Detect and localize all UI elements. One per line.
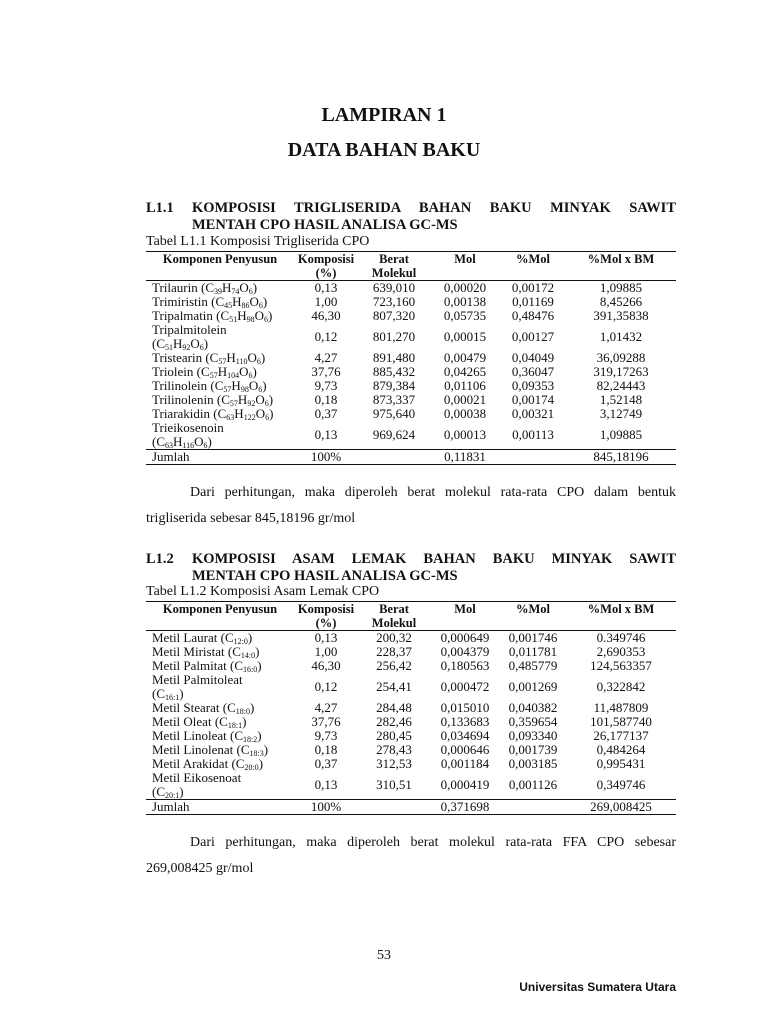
- component-cell: Metil Laurat $(C_{12:0})$: [152, 630, 253, 646]
- value-cell: 0,13: [314, 630, 338, 645]
- formula-subscript: 51: [229, 315, 238, 324]
- component-cell: Metil Linolenat $(C_{18:3})$: [152, 742, 269, 758]
- value-cell: 36,09288: [596, 350, 646, 365]
- formula-subscript: 63: [226, 413, 235, 422]
- value-cell: 101,587740: [590, 714, 652, 729]
- column-header: Komponen Penyusun: [146, 252, 294, 281]
- value-cell: 0,48476: [511, 308, 555, 323]
- component-cell: Tripalmitolein $(C_{51}H_{92}O_6)$: [152, 322, 227, 352]
- value-cell: 254,41: [376, 679, 412, 694]
- value-cell: 0,00015: [443, 329, 487, 344]
- component-cell: Trilinolein $(C_{57}H_{98}O_6)$: [152, 378, 267, 394]
- table-row: [146, 421, 676, 450]
- value-cell: 0,359654: [508, 714, 558, 729]
- column-header: Berat Molekul: [358, 602, 430, 631]
- column-header: %Mol x BM: [566, 252, 676, 281]
- value-cell: 0,37: [314, 756, 338, 771]
- value-cell: 0,05735: [443, 308, 487, 323]
- formula-subscript: 6: [203, 441, 208, 450]
- total-value: [500, 450, 566, 465]
- value-cell: 0,00038: [443, 406, 487, 421]
- component-cell: Triolein $(C_{57}H_{104}O_6)$: [152, 364, 257, 380]
- table-row: [146, 393, 676, 407]
- value-cell: 0,133683: [440, 714, 490, 729]
- value-cell: 0,349746: [596, 777, 646, 792]
- value-cell: 0,000472: [440, 679, 490, 694]
- value-cell: 0,00174: [511, 392, 555, 407]
- paragraph-line: trigliserida sebesar 845,18196 gr/mol: [146, 511, 356, 526]
- table-header-row: [146, 252, 676, 281]
- formula-subscript: 57: [209, 371, 218, 380]
- total-value: 100%: [294, 800, 358, 815]
- component-cell: Metil Miristat $(C_{14:0})$: [152, 644, 260, 660]
- section-heading-line1: KOMPOSISI ASAM LEMAK BAHAN BAKU MINYAK SAWIT: [192, 551, 676, 567]
- value-cell: 37,76: [311, 714, 341, 729]
- value-cell: 0,001739: [508, 742, 558, 757]
- value-cell: 0,01106: [444, 378, 486, 393]
- formula-subscript: 18:0: [235, 707, 251, 716]
- value-cell: 0,00127: [511, 329, 555, 344]
- formula-subscript: 20:0: [244, 763, 259, 772]
- table-row: [146, 365, 676, 379]
- total-value: 845,18196: [566, 450, 676, 465]
- value-cell: 9,73: [314, 728, 338, 743]
- table-row: [146, 295, 676, 309]
- component-cell: Metil Oleat $(C_{18:1})$: [152, 714, 247, 730]
- total-value: 0,11831: [430, 450, 500, 465]
- table-caption: Tabel L1.2 Komposisi Asam Lemak CPO: [146, 584, 380, 599]
- value-cell: 312,53: [376, 756, 412, 771]
- column-header: Mol: [430, 602, 500, 631]
- value-cell: 0,00013: [443, 427, 487, 442]
- formula-subscript: 6: [256, 357, 261, 366]
- formula-subscript: 57: [218, 357, 227, 366]
- component-cell: Metil Arakidat $(C_{20:0})$: [152, 756, 264, 772]
- value-cell: 8,45266: [599, 294, 643, 309]
- column-header: %Mol: [500, 252, 566, 281]
- formula-subscript: 92: [182, 343, 191, 352]
- formula-subscript: 6: [258, 301, 263, 310]
- formula-subscript: 16:1: [165, 693, 180, 702]
- value-cell: 9,73: [314, 378, 338, 393]
- total-value: [500, 800, 566, 815]
- value-cell: 82,24443: [596, 378, 646, 393]
- value-cell: 282,46: [376, 714, 412, 729]
- value-cell: 0,003185: [508, 756, 558, 771]
- component-cell: Metil Linoleat $(C_{18:2})$: [152, 728, 262, 744]
- value-cell: 26,177137: [593, 728, 649, 743]
- formula-subscript: 57: [223, 385, 232, 394]
- value-cell: 0,034694: [440, 728, 490, 743]
- value-cell: 1,00: [314, 644, 338, 659]
- formula-subscript: 57: [229, 399, 238, 408]
- value-cell: 0.349746: [596, 630, 646, 645]
- page-number: 53: [377, 948, 391, 963]
- value-cell: 0,36047: [511, 364, 555, 379]
- value-cell: 0,13: [314, 777, 338, 792]
- value-cell: 4,27: [314, 700, 338, 715]
- value-cell: 0,011781: [508, 644, 558, 659]
- table-row: [146, 743, 676, 757]
- value-cell: 0,484264: [596, 742, 646, 757]
- formula-subscript: 6: [263, 315, 268, 324]
- value-cell: 801,270: [372, 329, 416, 344]
- paragraph-line: 269,008425 gr/mol: [146, 861, 254, 876]
- formula-subscript: 110: [235, 357, 248, 366]
- value-cell: 0,093340: [508, 728, 558, 743]
- table-row: [146, 757, 676, 771]
- value-cell: 723,160: [372, 294, 416, 309]
- value-cell: 0,04265: [443, 364, 487, 379]
- value-cell: 280,45: [376, 728, 412, 743]
- column-header: Berat Molekul: [358, 252, 430, 281]
- formula-subscript: 98: [240, 385, 249, 394]
- column-header: Komposisi (%): [294, 602, 358, 631]
- formula-subscript: 6: [258, 385, 263, 394]
- formula-subscript: 16:0: [243, 665, 258, 674]
- value-cell: 0,00021: [443, 392, 487, 407]
- appendix-subtitle: DATA BAHAN BAKU: [287, 139, 481, 161]
- value-cell: 37,76: [311, 364, 341, 379]
- triglyceride-table: [146, 251, 676, 465]
- formula-subscript: 12:0: [233, 637, 248, 646]
- value-cell: 0,00172: [511, 280, 555, 295]
- table-caption: Tabel L1.1 Komposisi Trigliserida CPO: [146, 234, 370, 249]
- value-cell: 124,563357: [590, 658, 652, 673]
- value-cell: 891,480: [372, 350, 416, 365]
- value-cell: 319,17263: [593, 364, 649, 379]
- total-row: [146, 450, 676, 465]
- value-cell: 1,09885: [599, 427, 643, 442]
- value-cell: 0,015010: [440, 700, 490, 715]
- section-heading-line2: MENTAH CPO HASIL ANALISA GC-MS: [192, 217, 458, 233]
- formula-subscript: 6: [199, 343, 204, 352]
- value-cell: 0,000649: [440, 630, 490, 645]
- fatty-acid-table: [146, 601, 676, 815]
- value-cell: 885,432: [372, 364, 416, 379]
- appendix-title: LAMPIRAN 1: [321, 104, 447, 126]
- component-cell: Trieikosenoin $(C_{63}H_{116}O_6)$: [152, 420, 224, 450]
- value-cell: 0,04049: [511, 350, 555, 365]
- value-cell: 0,000419: [440, 777, 490, 792]
- component-cell: Metil Palmitat $(C_{16:0})$: [152, 658, 262, 674]
- table-row: [146, 631, 676, 646]
- component-cell: Trimiristin $(C_{45}H_{86}O_6)$: [152, 294, 268, 310]
- component-cell: Trilinolenin $(C_{57}H_{92}O_6)$: [152, 392, 274, 408]
- value-cell: 0,12: [314, 679, 338, 694]
- value-cell: 0,00138: [443, 294, 487, 309]
- table-row: [146, 379, 676, 393]
- formula-subscript: 116: [182, 441, 195, 450]
- value-cell: 0,01169: [512, 294, 554, 309]
- section-number: L1.1: [146, 200, 174, 216]
- paragraph-line: Dari perhitungan, maka diperoleh berat molekul rata-rata FFA CPO sebesar: [190, 835, 676, 850]
- formula-subscript: 18:1: [227, 721, 243, 730]
- formula-subscript: 6: [248, 371, 253, 380]
- formula-subscript: 18:3: [249, 749, 264, 758]
- component-cell: Triarakidin $(C_{63}H_{122}O_6)$: [152, 406, 274, 422]
- table-row: [146, 715, 676, 729]
- value-cell: 873,337: [372, 392, 416, 407]
- component-cell: Metil Stearat $(C_{18:0})$: [152, 700, 255, 716]
- section-heading-line2: MENTAH CPO HASIL ANALISA GC-MS: [192, 568, 458, 584]
- value-cell: 969,624: [372, 427, 416, 442]
- column-header: Mol: [430, 252, 500, 281]
- value-cell: 200,32: [376, 630, 412, 645]
- total-value: [358, 450, 430, 465]
- formula-subscript: 63: [165, 441, 174, 450]
- value-cell: 1,52148: [599, 392, 643, 407]
- table-row: [146, 323, 676, 351]
- value-cell: 807,320: [372, 308, 416, 323]
- value-cell: 2,690353: [596, 644, 646, 659]
- value-cell: 256,42: [376, 658, 412, 673]
- formula-subscript: 74: [231, 287, 240, 296]
- column-header: Komponen Penyusun: [146, 602, 294, 631]
- column-header: %Mol: [500, 602, 566, 631]
- component-cell: Tristearin $(C_{57}H_{110}O_6)$: [152, 350, 266, 366]
- value-cell: 1,01432: [599, 329, 643, 344]
- value-cell: 11,487809: [593, 700, 649, 715]
- table-header-row: [146, 602, 676, 631]
- value-cell: 391,35838: [593, 308, 649, 323]
- formula-subscript: 6: [265, 413, 270, 422]
- value-cell: 879,384: [372, 378, 416, 393]
- formula-subscript: 122: [243, 413, 256, 422]
- total-label: Jumlah: [146, 800, 294, 815]
- value-cell: 0,001184: [440, 756, 490, 771]
- value-cell: 1,00: [314, 294, 338, 309]
- value-cell: 0,322842: [596, 679, 646, 694]
- value-cell: 0,004379: [440, 644, 490, 659]
- value-cell: 228,37: [376, 644, 412, 659]
- footer-university: Universitas Sumatera Utara: [519, 980, 676, 994]
- value-cell: 0,37: [314, 406, 338, 421]
- value-cell: 0,00321: [511, 406, 555, 421]
- formula-subscript: 98: [246, 315, 255, 324]
- value-cell: 0,995431: [596, 756, 646, 771]
- column-header: Komposisi (%): [294, 252, 358, 281]
- table-row: [146, 281, 676, 296]
- value-cell: 0,485779: [508, 658, 558, 673]
- formula-subscript: 86: [241, 301, 250, 310]
- value-cell: 0,001269: [508, 679, 558, 694]
- value-cell: 0,00479: [443, 350, 487, 365]
- value-cell: 0,13: [314, 427, 338, 442]
- table-row: [146, 309, 676, 323]
- column-header: %Mol x BM: [566, 602, 676, 631]
- total-row: [146, 800, 676, 815]
- value-cell: 0,180563: [440, 658, 490, 673]
- value-cell: 46,30: [311, 308, 341, 323]
- value-cell: 4,27: [314, 350, 338, 365]
- component-cell: Metil Palmitoleat $(C_{16:1})$: [152, 672, 243, 702]
- section-number: L1.2: [146, 551, 174, 567]
- formula-subscript: 45: [224, 301, 233, 310]
- table-row: [146, 351, 676, 365]
- value-cell: 310,51: [376, 777, 412, 792]
- table-row: [146, 659, 676, 673]
- table-row: [146, 645, 676, 659]
- section-heading-line1: KOMPOSISI TRIGLISERIDA BAHAN BAKU MINYAK SAWIT: [192, 200, 676, 216]
- value-cell: 0,13: [314, 280, 338, 295]
- value-cell: 278,43: [376, 742, 412, 757]
- table-row: [146, 729, 676, 743]
- table-row: [146, 701, 676, 715]
- value-cell: 3,12749: [599, 406, 643, 421]
- value-cell: 284,48: [376, 700, 412, 715]
- total-value: 269,008425: [566, 800, 676, 815]
- value-cell: 0,18: [314, 392, 338, 407]
- value-cell: 0,000646: [440, 742, 490, 757]
- value-cell: 0,001746: [508, 630, 558, 645]
- value-cell: 0,09353: [511, 378, 555, 393]
- formula-subscript: 104: [227, 371, 240, 380]
- formula-subscript: 92: [247, 399, 256, 408]
- component-cell: Metil Eikosenoat $(C_{20:1})$: [152, 770, 242, 800]
- table-row: [146, 407, 676, 421]
- formula-subscript: 6: [248, 287, 253, 296]
- value-cell: 0,18: [314, 742, 338, 757]
- table-row: [146, 771, 676, 800]
- total-value: 100%: [294, 450, 358, 465]
- component-cell: Trilaurin $(C_{39}H_{74}O_6)$: [152, 280, 258, 296]
- formula-subscript: 14:0: [240, 651, 256, 660]
- value-cell: 46,30: [311, 658, 341, 673]
- value-cell: 0,001126: [508, 777, 558, 792]
- value-cell: 975,640: [372, 406, 416, 421]
- total-label: Jumlah: [146, 450, 294, 465]
- paragraph-line: Dari perhitungan, maka diperoleh berat molekul rata-rata CPO dalam bentuk: [190, 485, 676, 500]
- formula-subscript: 20:1: [165, 791, 180, 800]
- value-cell: 0,12: [314, 329, 338, 344]
- value-cell: 0,040382: [508, 700, 558, 715]
- formula-subscript: 6: [264, 399, 269, 408]
- total-value: [358, 800, 430, 815]
- formula-subscript: 18:2: [243, 735, 258, 744]
- table-row: [146, 673, 676, 701]
- component-cell: Tripalmatin $(C_{51}H_{98}O_6)$: [152, 308, 273, 324]
- value-cell: 0,00020: [443, 280, 487, 295]
- value-cell: 1,09885: [599, 280, 643, 295]
- formula-subscript: 39: [214, 287, 223, 296]
- total-value: 0,371698: [430, 800, 500, 815]
- value-cell: 0,00113: [512, 427, 554, 442]
- value-cell: 639,010: [372, 280, 416, 295]
- formula-subscript: 51: [165, 343, 174, 352]
